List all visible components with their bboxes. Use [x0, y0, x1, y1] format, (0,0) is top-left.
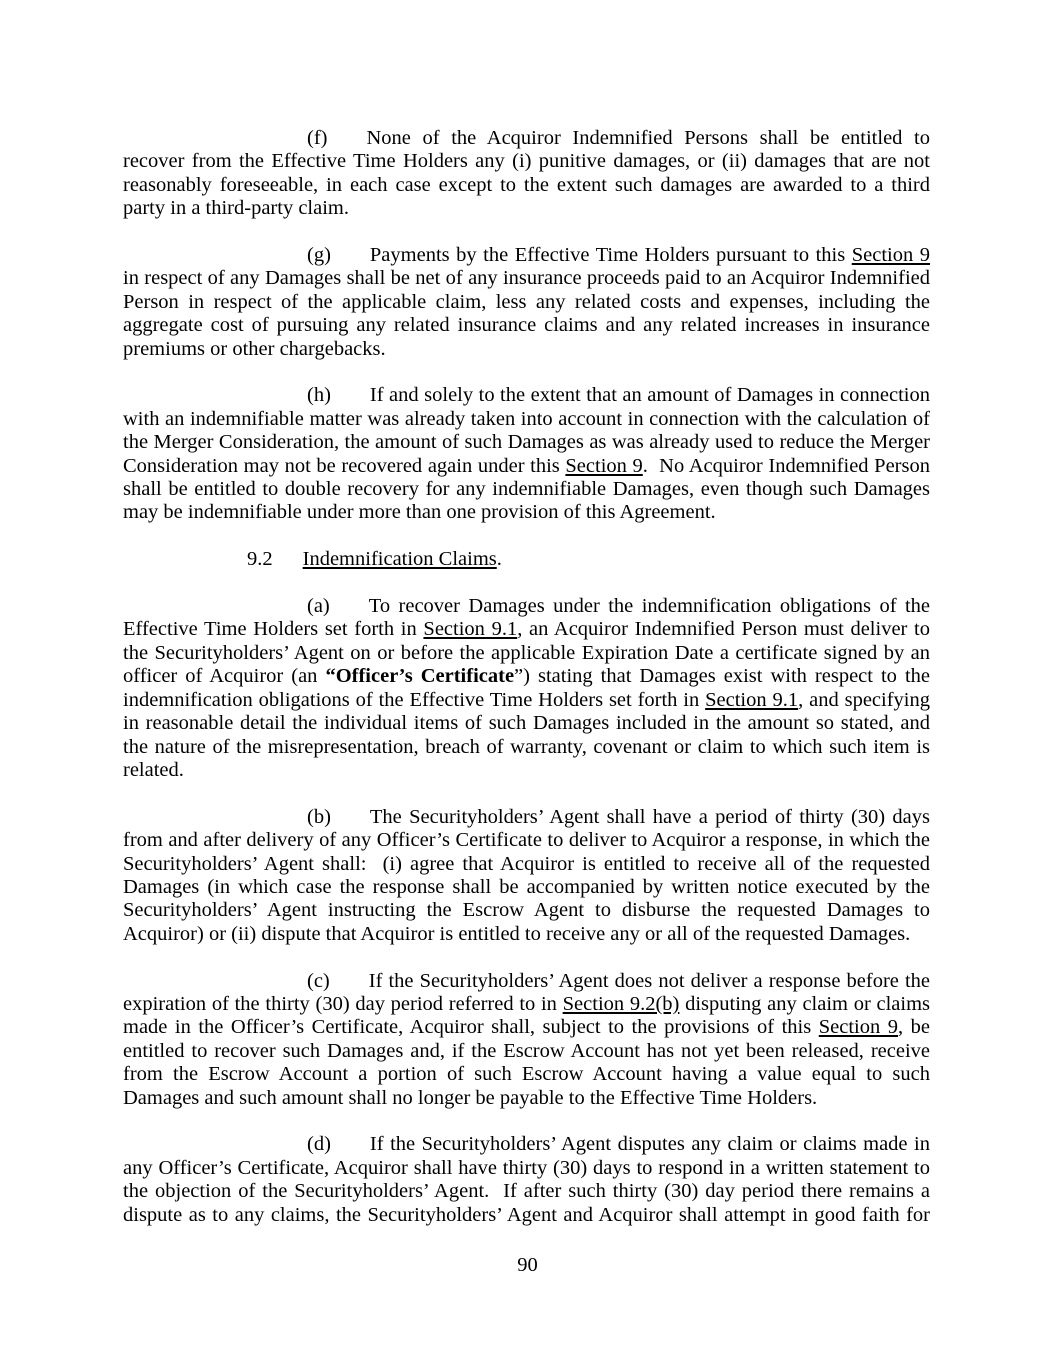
paragraph-label: (a)	[307, 595, 330, 618]
paragraph-g	[123, 244, 930, 361]
text-segment: ”) stating that Damages exist with respect to the indemnification obligations of the Effective Time Holders set forth in	[123, 665, 930, 711]
section-reference: Indemnification Claims	[302, 548, 497, 571]
section-reference: Section 9	[818, 1016, 898, 1039]
paragraph-a	[123, 595, 930, 782]
text-segment: If the Securityholders’ Agent disputes any claim or claims made in any Officer’s Certificate, Acquiror shall have thirty (30) days to respond in a written statement to the objection of the Securityholders’ Agent. If after such thirty (30) day period there remains a dispute as to any claims, the Securityholders’ Agent and Acquiror shall attempt in good faith for	[123, 1133, 930, 1226]
text-segment: disputing any claim or claims made in the Officer’s Certificate, Acquiror shall, subject to the provisions of this	[123, 992, 930, 1039]
paragraph-f	[123, 127, 930, 221]
paragraph-label: (g)	[307, 244, 331, 267]
paragraph-h	[123, 384, 930, 524]
section-reference: Section 9	[851, 244, 930, 267]
text-segment: , and specifying in reasonable detail the individual items of such Damages included in the amount so stated, and the nature of the misrepresentation, breach of warranty, covenant or claim to which such item is related.	[123, 688, 930, 781]
text-segment: If and solely to the extent that an amount of Damages in connection with an indemnifiable matter was already taken into account in connection with the calculation of the Merger Consideration, the amount of such Damages as was already used to reduce the Merger Consideration may not be recovered again under this	[123, 384, 930, 477]
paragraph-d	[123, 1133, 930, 1227]
paragraph-label: (d)	[307, 1133, 331, 1156]
text-segment: The Securityholders’ Agent shall have a period of thirty (30) days from and after delivery of any Officer’s Certificate to deliver to Acquiror a response, in which the Securityholders’ Agent shall: (i) agree that Acquiror is entitled to receive all of the requested Damages (in which case the response shall be accompanied by written notice executed by the Securityholders’ Agent instructing the Escrow Agent to disburse the requested Damages to Acquiror) or (ii) dispute that Acquiror is entitled to receive any or all of the requested Damages.	[123, 805, 930, 945]
text-segment: To recover Damages under the indemnification obligations of the Effective Time Holders set forth in	[123, 595, 930, 641]
paragraph-label: (b)	[307, 805, 331, 828]
text-segment: If the Securityholders’ Agent does not deliver a response before the expiration of the thirty (30) day period referred to in	[123, 969, 930, 1015]
section-heading	[123, 548, 930, 571]
section-reference: Section 9	[565, 454, 643, 477]
section-reference: Section 9.1	[423, 618, 518, 641]
text-segment: Payments by the Effective Time Holders pursuant to this	[369, 244, 852, 267]
paragraph-b	[123, 806, 930, 946]
section-reference: Section 9.1	[705, 688, 799, 711]
text-segment: in respect of any Damages shall be net of any insurance proceeds paid to an Acquiror Indemnified Person in respect of the applicable claim, less any related costs and expenses, including the aggregate cost of pursuing any related insurance claims and any related increases in insurance premiums or other chargebacks.	[123, 267, 930, 360]
text-segment: .	[496, 548, 502, 571]
paragraph-label: (h)	[307, 384, 331, 407]
page-number: 90	[517, 1254, 538, 1276]
section-number: 9.2	[247, 548, 273, 571]
paragraph-label: (f)	[307, 127, 328, 149]
section-reference: Section 9.2(b)	[562, 992, 680, 1015]
defined-term: “Officer’s Certificate	[325, 665, 515, 688]
paragraph-c	[123, 970, 930, 1110]
paragraph-label: (c)	[307, 969, 330, 992]
text-segment: . No Acquiror Indemnified Person shall be entitled to double recovery for any indemnifiable Damages, even though such Damages may be indemnifiable under more than one provision of this Agreement.	[123, 454, 930, 524]
text-segment: , be entitled to recover such Damages and, if the Escrow Account has not yet been released, receive from the Escrow Account a portion of such Escrow Account having a value equal to such Damages and such amount shall no longer be payable to the Effective Time Holders.	[123, 1016, 930, 1109]
text-segment: None of the Acquiror Indemnified Persons shall be entitled to recover from the Effective Time Holders any (i) punitive damages, or (ii) damages that are not reasonably foreseeable, in each case except to the extent such damages are awarded to a third party in a third-party claim.	[123, 127, 930, 220]
text-segment: , an Acquiror Indemnified Person must deliver to the Securityholders’ Agent on or before the applicable Expiration Date a certificate signed by an officer of Acquiror (an	[123, 618, 930, 688]
document-body	[123, 127, 930, 1250]
